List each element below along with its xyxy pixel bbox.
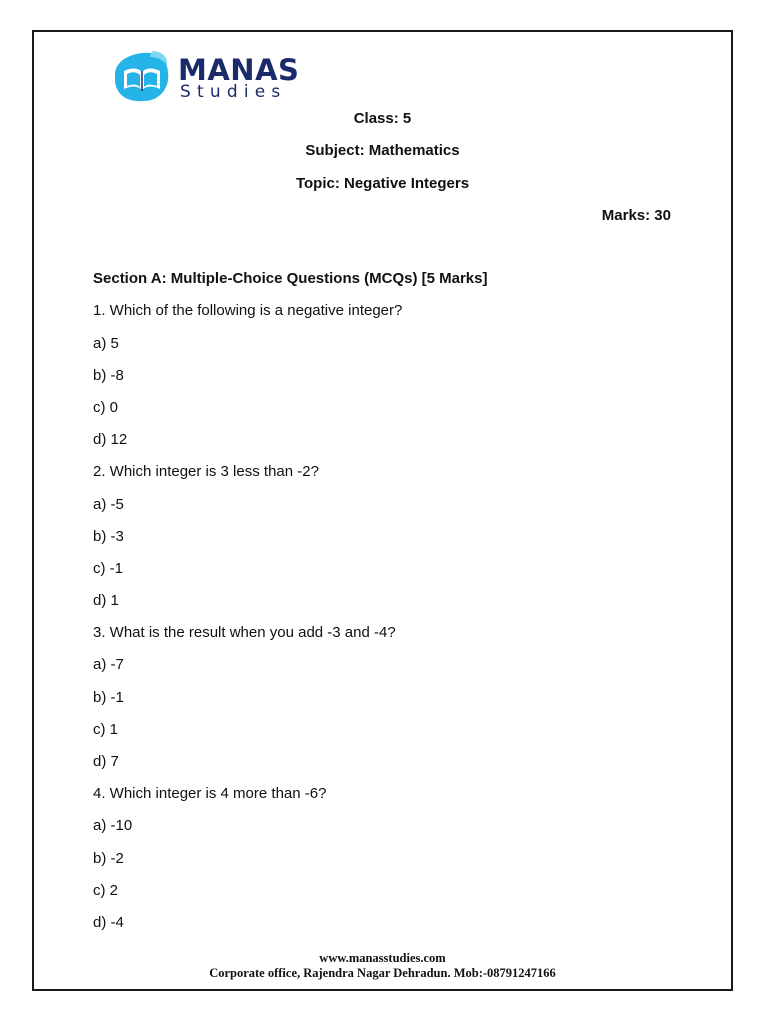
question-1-option-a: a) 5 bbox=[93, 335, 119, 352]
question-4-option-b: b) -2 bbox=[93, 850, 124, 867]
question-4-option-a: a) -10 bbox=[93, 817, 133, 834]
question-2-option-c: c) -1 bbox=[93, 560, 123, 577]
brand-logo bbox=[112, 49, 312, 105]
section-a-title: Section A: Multiple-Choice Questions (MCQs) [5 Marks] bbox=[93, 270, 488, 287]
question-3-option-a: a) -7 bbox=[93, 656, 124, 673]
question-1: 1. Which of the following is a negative integer? bbox=[93, 302, 403, 319]
question-4-option-d: d) -4 bbox=[93, 914, 124, 931]
question-4: 4. Which integer is 4 more than -6? bbox=[93, 785, 327, 802]
marks-label: Marks: 30 bbox=[601, 207, 671, 224]
footer-address: Corporate office, Rajendra Nagar Dehradun. Mob:-08791247166 bbox=[209, 966, 556, 980]
question-2-option-b: b) -3 bbox=[93, 528, 124, 545]
subject-label: Subject: Mathematics bbox=[305, 142, 460, 159]
class-label: Class: 5 bbox=[353, 110, 412, 127]
question-1-option-c: c) 0 bbox=[93, 399, 119, 416]
worksheet-page bbox=[32, 30, 733, 991]
question-2-option-a: a) -5 bbox=[93, 496, 124, 513]
question-1-option-b: b) -8 bbox=[93, 367, 124, 384]
question-1-option-d: d) 12 bbox=[93, 431, 128, 448]
footer-website: www.manasstudies.com bbox=[319, 951, 446, 965]
question-3: 3. What is the result when you add -3 and -4? bbox=[93, 624, 396, 641]
question-2: 2. Which integer is 3 less than -2? bbox=[93, 463, 319, 480]
question-2-option-d: d) 1 bbox=[93, 592, 119, 609]
question-3-option-d: d) 7 bbox=[93, 753, 119, 770]
brand-tagline: Studies bbox=[180, 82, 287, 102]
topic-label: Topic: Negative Integers bbox=[295, 175, 470, 192]
brand-name: MANAS bbox=[178, 53, 300, 87]
book-logo-icon bbox=[112, 49, 172, 105]
question-3-option-c: c) 1 bbox=[93, 721, 119, 738]
question-4-option-c: c) 2 bbox=[93, 882, 119, 899]
question-3-option-b: b) -1 bbox=[93, 689, 124, 706]
